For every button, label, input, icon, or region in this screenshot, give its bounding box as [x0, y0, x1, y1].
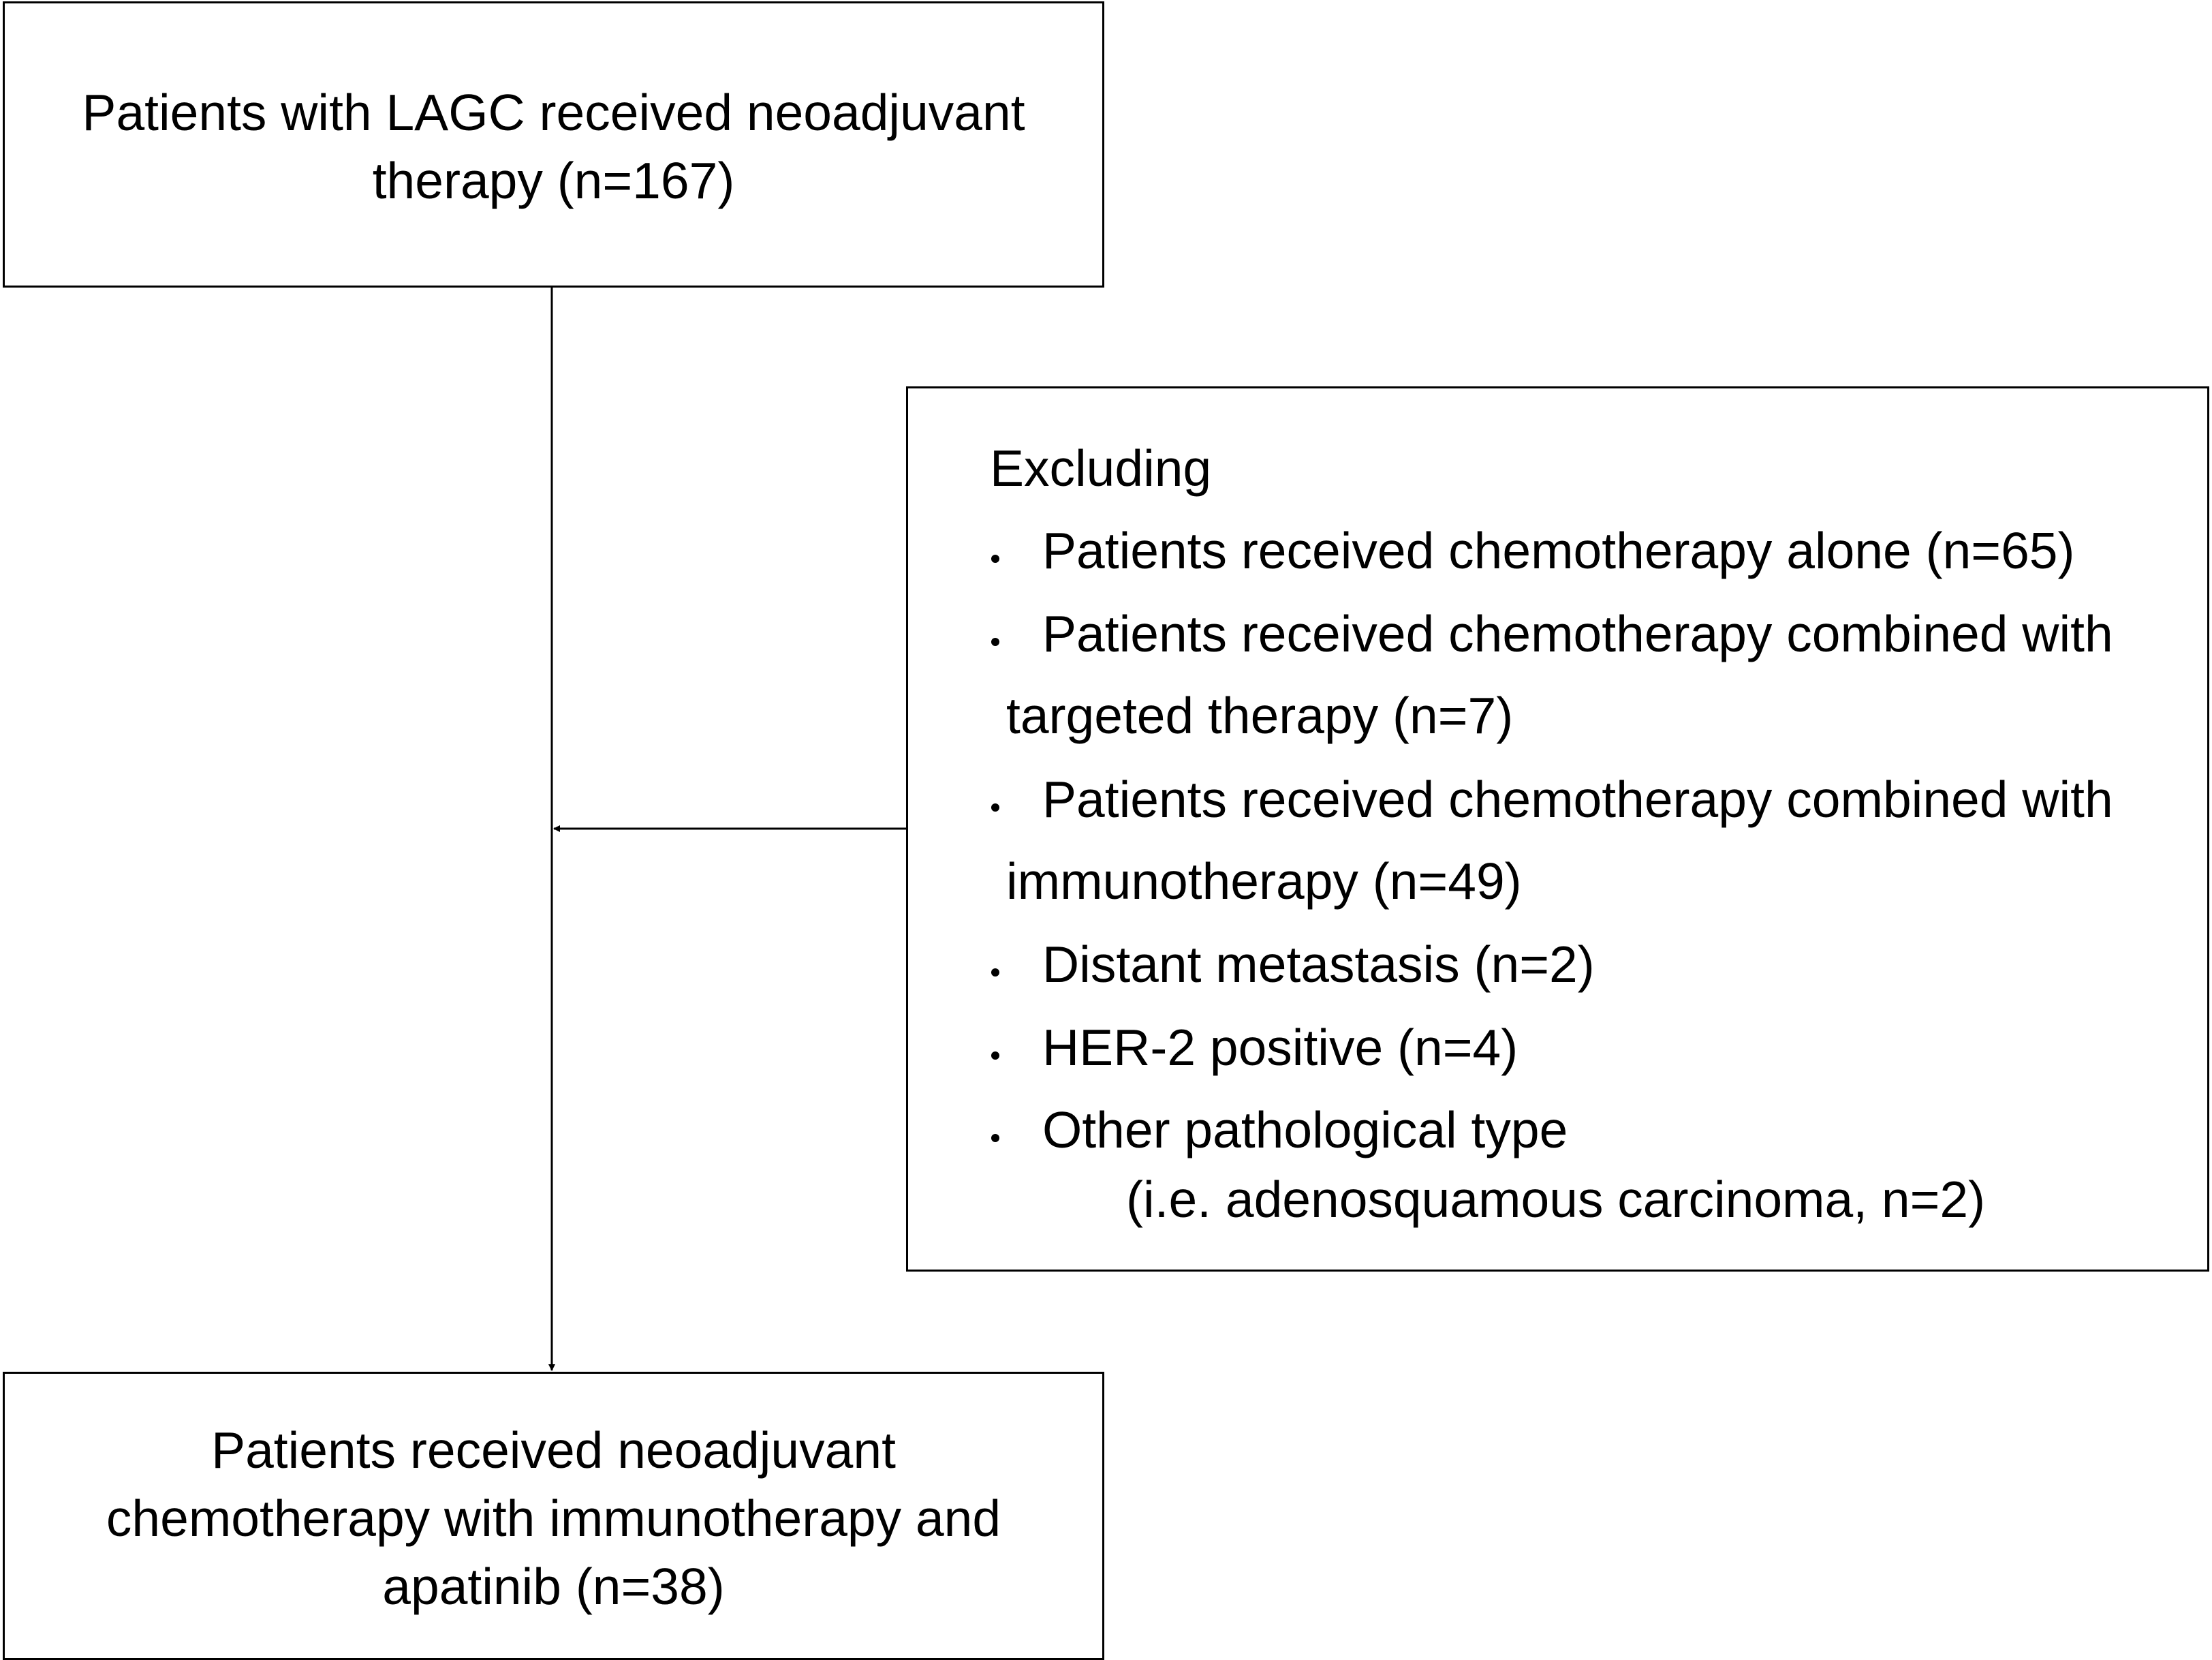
exclusion-item-chemo-targeted-cont: targeted therapy (n=7) — [1006, 687, 1514, 744]
exclusion-box — [906, 386, 2209, 1272]
exclusion-item-chemo-targeted: Patients received chemotherapy combined with — [1042, 605, 2113, 662]
exclusion-item-chemo-alone: Patients received chemotherapy alone (n=65) — [1042, 522, 2075, 579]
final-cohort-text: Patients received neoadjuvant chemotherapy with immunotherapy and apatinib (n=38) — [106, 1421, 1001, 1615]
bullet-icon — [991, 555, 999, 563]
exclusion-item-metastasis: Distant metastasis (n=2) — [1042, 936, 1595, 993]
exclusion-heading: Excluding — [990, 440, 1212, 497]
enrollment-box — [3, 1, 1104, 288]
exclusion-item-chemo-immuno: Patients received chemotherapy combined with — [1042, 771, 2113, 828]
bullet-icon — [991, 638, 999, 646]
enrollment-text: Patients with LAGC received neoadjuvant therapy (n=167) — [82, 84, 1025, 209]
exclusion-item-chemo-immuno-cont: immunotherapy (n=49) — [1006, 852, 1522, 910]
exclusion-item-her2: HER-2 positive (n=4) — [1042, 1019, 1518, 1076]
exclusion-item-pathology-cont: (i.e. adenosquamous carcinoma, n=2) — [1126, 1171, 1986, 1228]
bullet-icon — [991, 1051, 999, 1060]
final-cohort-box — [3, 1372, 1104, 1660]
exclusion-item-pathology: Other pathological type — [1042, 1101, 1568, 1158]
bullet-icon — [991, 968, 999, 977]
bullet-icon — [991, 803, 999, 812]
bullet-icon — [991, 1134, 999, 1142]
